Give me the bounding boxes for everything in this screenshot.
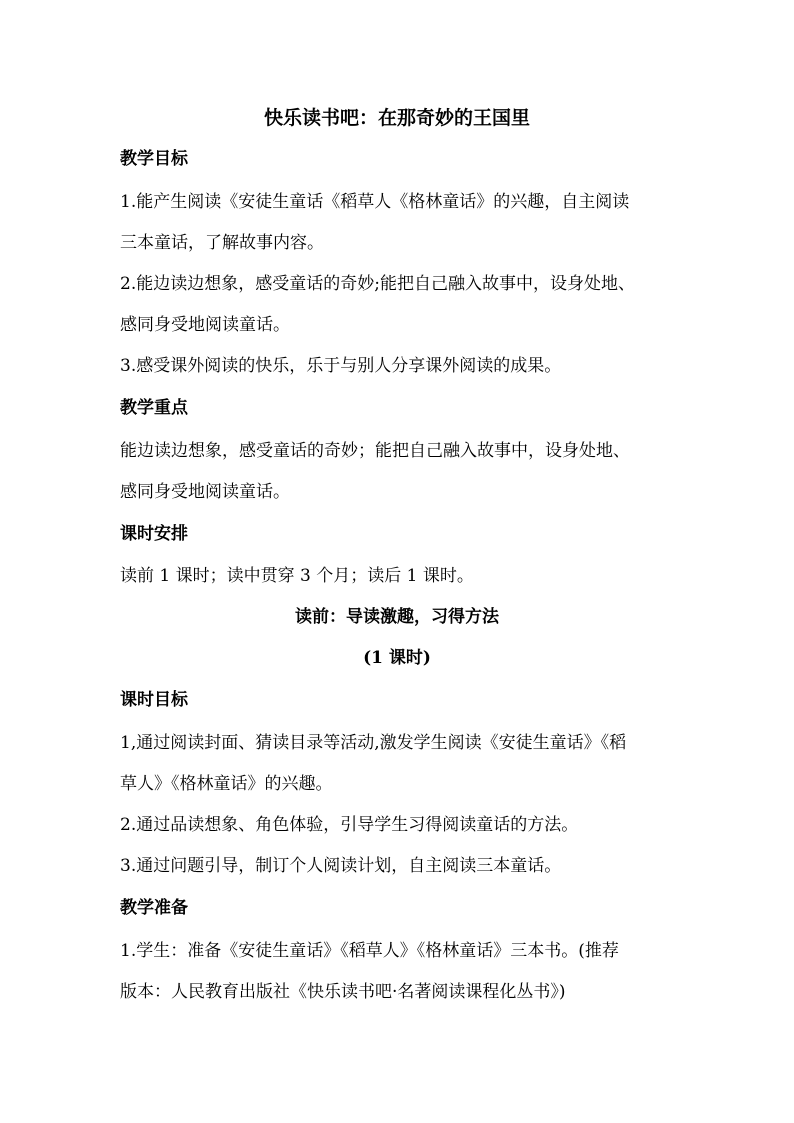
goals-heading: 教学目标 — [120, 149, 188, 169]
schedule-text: 读前 1 课时；读中贯穿 3 个月；读后 1 课时。 — [120, 566, 474, 586]
prep-item1-line1: 1.学生：准备《安徒生童话》《稻草人》《格林童话》三本书。(推荐 — [120, 941, 619, 961]
lesson-goals-item1-line1: 1,通过阅读封面、猜读目录等活动,激发学生阅读《安徒生童话》《稻 — [120, 733, 627, 753]
goals-item1-line1: 1.能产生阅读《安徒生童话《稻草人《格林童话》的兴趣，自主阅读 — [120, 192, 630, 212]
schedule-heading: 课时安排 — [120, 524, 188, 544]
prep-heading: 教学准备 — [120, 898, 188, 918]
section-subtitle: (1 课时) — [363, 648, 431, 668]
lesson-goals-heading: 课时目标 — [120, 690, 188, 710]
goals-item3: 3.感受课外阅读的快乐，乐于与别人分享课外阅读的成果。 — [120, 356, 562, 376]
lesson-goals-item1-line2: 草人》《格林童话》的兴趣。 — [120, 774, 333, 794]
section-title: 读前：导读激趣，习得方法 — [295, 607, 499, 627]
goals-item2-line2: 感同身受地阅读童话。 — [120, 315, 290, 335]
lesson-goals-item2: 2.通过品读想象、角色体验，引导学生习得阅读童话的方法。 — [120, 815, 579, 835]
goals-item1-line2: 三本童话，了解故事内容。 — [120, 233, 324, 253]
prep-item1-line2: 版本：人民教育出版社《快乐读书吧·名著阅读课程化丛书》) — [120, 982, 566, 1002]
focus-line1: 能边读边想象，感受童话的奇妙；能把自己融入故事中，设身处地、 — [120, 441, 630, 461]
goals-item2-line1: 2.能边读边想象，感受童话的奇妙;能把自己融入故事中，设身处地、 — [120, 274, 635, 294]
focus-heading: 教学重点 — [120, 398, 188, 418]
lesson-goals-item3: 3.通过问题引导，制订个人阅读计划，自主阅读三本童话。 — [120, 856, 562, 876]
page-title: 快乐读书吧：在那奇妙的王国里 — [263, 107, 530, 129]
focus-line2: 感同身受地阅读童话。 — [120, 482, 290, 502]
